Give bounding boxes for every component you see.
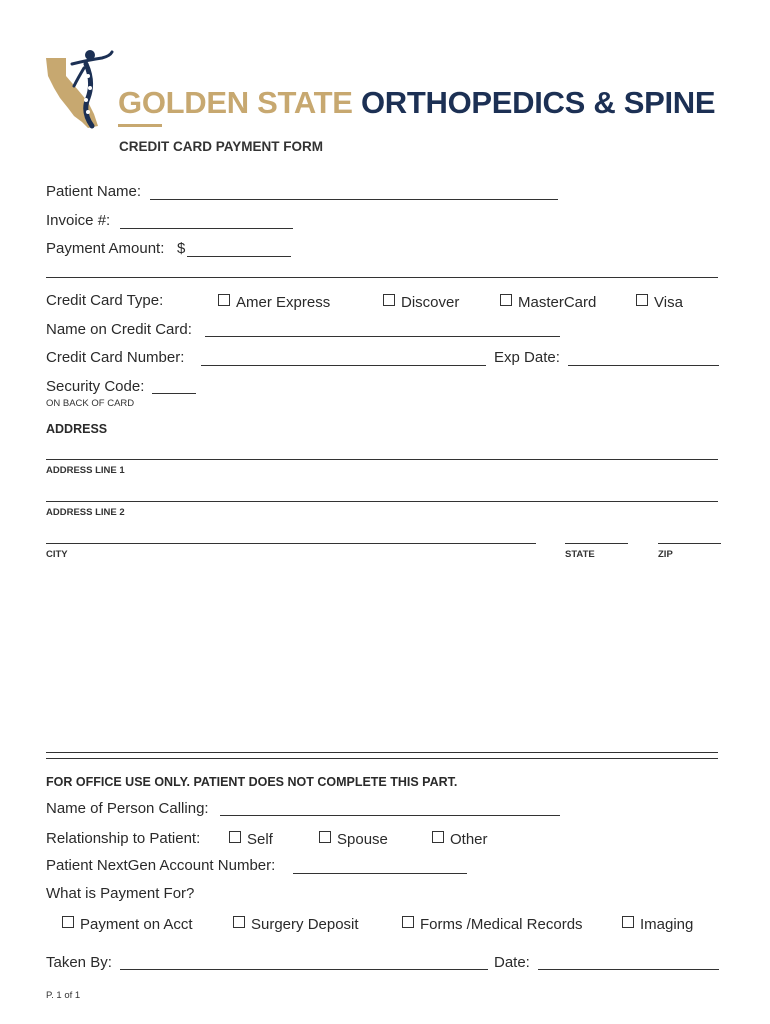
relationship-label: Relationship to Patient: — [46, 830, 201, 847]
patient-name-field[interactable] — [150, 199, 558, 200]
invoice-field[interactable] — [120, 228, 293, 229]
brand-underline — [118, 124, 162, 127]
patient-name-label: Patient Name: — [46, 183, 142, 200]
account-number-field[interactable] — [293, 873, 467, 874]
mastercard-checkbox[interactable] — [500, 294, 512, 306]
caller-name-field[interactable] — [220, 815, 560, 816]
other-label: Other — [450, 831, 488, 848]
exp-date-label: Exp Date: — [494, 349, 560, 366]
surgery-deposit-label: Surgery Deposit — [251, 916, 359, 933]
account-number-label: Patient NextGen Account Number: — [46, 857, 276, 874]
visa-label: Visa — [654, 294, 683, 311]
imaging-checkbox[interactable] — [622, 916, 634, 928]
invoice-label: Invoice #: — [46, 212, 111, 229]
mastercard-label: MasterCard — [518, 294, 597, 311]
date-field[interactable] — [538, 969, 719, 970]
security-code-note: ON BACK OF CARD — [46, 398, 135, 409]
card-number-label: Credit Card Number: — [46, 349, 185, 366]
brand-gold-text: GOLDEN STATE — [118, 85, 353, 120]
payment-on-acct-label: Payment on Acct — [80, 916, 193, 933]
spouse-checkbox[interactable] — [319, 831, 331, 843]
taken-by-label: Taken By: — [46, 954, 112, 971]
payment-for-label: What is Payment For? — [46, 885, 195, 902]
address-line2-label: ADDRESS LINE 2 — [46, 507, 125, 518]
payment-amount-field[interactable] — [187, 256, 291, 257]
self-checkbox[interactable] — [229, 831, 241, 843]
address-line1-label: ADDRESS LINE 1 — [46, 465, 125, 476]
payment-on-acct-checkbox[interactable] — [62, 916, 74, 928]
state-label: STATE — [565, 549, 595, 560]
imaging-label: Imaging — [640, 916, 694, 933]
date-label: Date: — [494, 954, 530, 971]
address-heading: ADDRESS — [46, 422, 108, 436]
address-line1-field[interactable] — [46, 459, 718, 460]
discover-label: Discover — [401, 294, 460, 311]
card-number-field[interactable] — [201, 365, 486, 366]
name-on-card-field[interactable] — [205, 336, 560, 337]
form-title: CREDIT CARD PAYMENT FORM — [119, 139, 324, 154]
office-divider-bottom — [46, 758, 718, 759]
taken-by-field[interactable] — [120, 969, 488, 970]
city-field[interactable] — [46, 543, 536, 544]
state-field[interactable] — [565, 543, 628, 544]
card-type-label: Credit Card Type: — [46, 292, 164, 309]
spouse-label: Spouse — [337, 831, 388, 848]
brand-title — [118, 85, 715, 121]
section-divider — [46, 277, 718, 278]
zip-field[interactable] — [658, 543, 721, 544]
office-divider-top — [46, 752, 718, 753]
other-checkbox[interactable] — [432, 831, 444, 843]
page-number: P. 1 of 1 — [46, 990, 81, 1001]
address-line2-field[interactable] — [46, 501, 718, 502]
self-label: Self — [247, 831, 273, 848]
security-code-label: Security Code: — [46, 378, 145, 395]
amex-label: Amer Express — [236, 294, 331, 311]
zip-label: ZIP — [658, 549, 673, 560]
california-spine-logo — [44, 46, 116, 132]
name-on-card-label: Name on Credit Card: — [46, 321, 192, 338]
amex-checkbox[interactable] — [218, 294, 230, 306]
surgery-deposit-checkbox[interactable] — [233, 916, 245, 928]
payment-amount-label: Payment Amount: — [46, 240, 165, 257]
city-label: CITY — [46, 549, 68, 560]
security-code-field[interactable] — [152, 393, 196, 394]
dollar-sign: $ — [177, 240, 186, 257]
exp-date-field[interactable] — [568, 365, 719, 366]
discover-checkbox[interactable] — [383, 294, 395, 306]
visa-checkbox[interactable] — [636, 294, 648, 306]
brand-navy-text: ORTHOPEDICS & SPINE — [360, 85, 716, 120]
caller-name-label: Name of Person Calling: — [46, 800, 209, 817]
forms-records-label: Forms /Medical Records — [420, 916, 583, 933]
office-heading: FOR OFFICE USE ONLY. PATIENT DOES NOT COMPLETE THIS PART. — [46, 775, 458, 789]
forms-records-checkbox[interactable] — [402, 916, 414, 928]
